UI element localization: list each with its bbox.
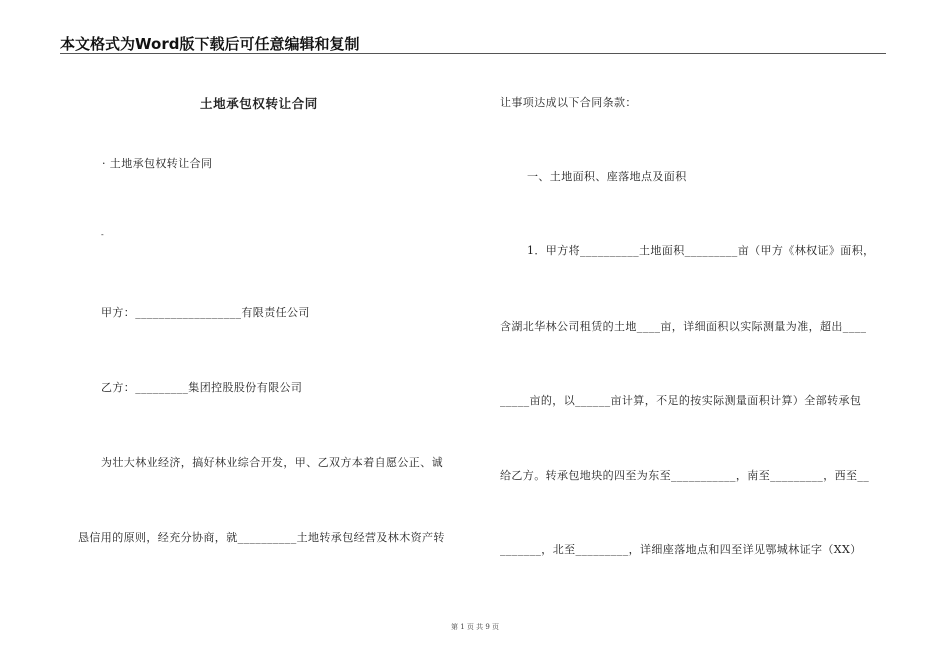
party-a-line: 甲方：__________________有限责任公司 (101, 306, 310, 319)
paragraph-line: 让事项达成以下合同条款： (500, 96, 637, 109)
paragraph-line: 为壮大林业经济，搞好林业综合开发，甲、乙双方本着自愿公正、诚 (101, 456, 443, 469)
paragraph-line: _____亩的，以______亩计算，不足的按实际测量面积计算）全部转承包 (500, 394, 862, 407)
page-footer: 第 1 页 共 9 页 (450, 623, 500, 631)
paragraph-line: 恳信用的原则，经充分协商，就__________土地转承包经营及林木资产转 (78, 531, 445, 544)
paragraph-line: 给乙方。转承包地块的四至为东至___________，南至_________，西至__ (500, 469, 870, 482)
subtitle: · 土地承包权转让合同 (102, 157, 213, 170)
paragraph-line: 1．甲方将__________土地面积_________亩（甲方《林权证》面积， (527, 244, 875, 257)
party-b-line: 乙方：_________集团控股股份有限公司 (101, 381, 303, 394)
separator-dash: - (101, 230, 105, 239)
header-divider (60, 53, 886, 54)
download-banner: 本文格式为Word版下载后可任意编辑和复制 (60, 35, 360, 53)
paragraph-line: 含湖北华林公司租赁的土地____亩，详细面积以实际测量为准，超出____ (500, 320, 867, 333)
section-heading: 一、土地面积、座落地点及面积 (527, 170, 687, 183)
document-title: 土地承包权转让合同 (200, 96, 318, 111)
paragraph-line: _______，北至_________，详细座落地点和四至详见鄂城林证字（XX） (500, 543, 862, 556)
